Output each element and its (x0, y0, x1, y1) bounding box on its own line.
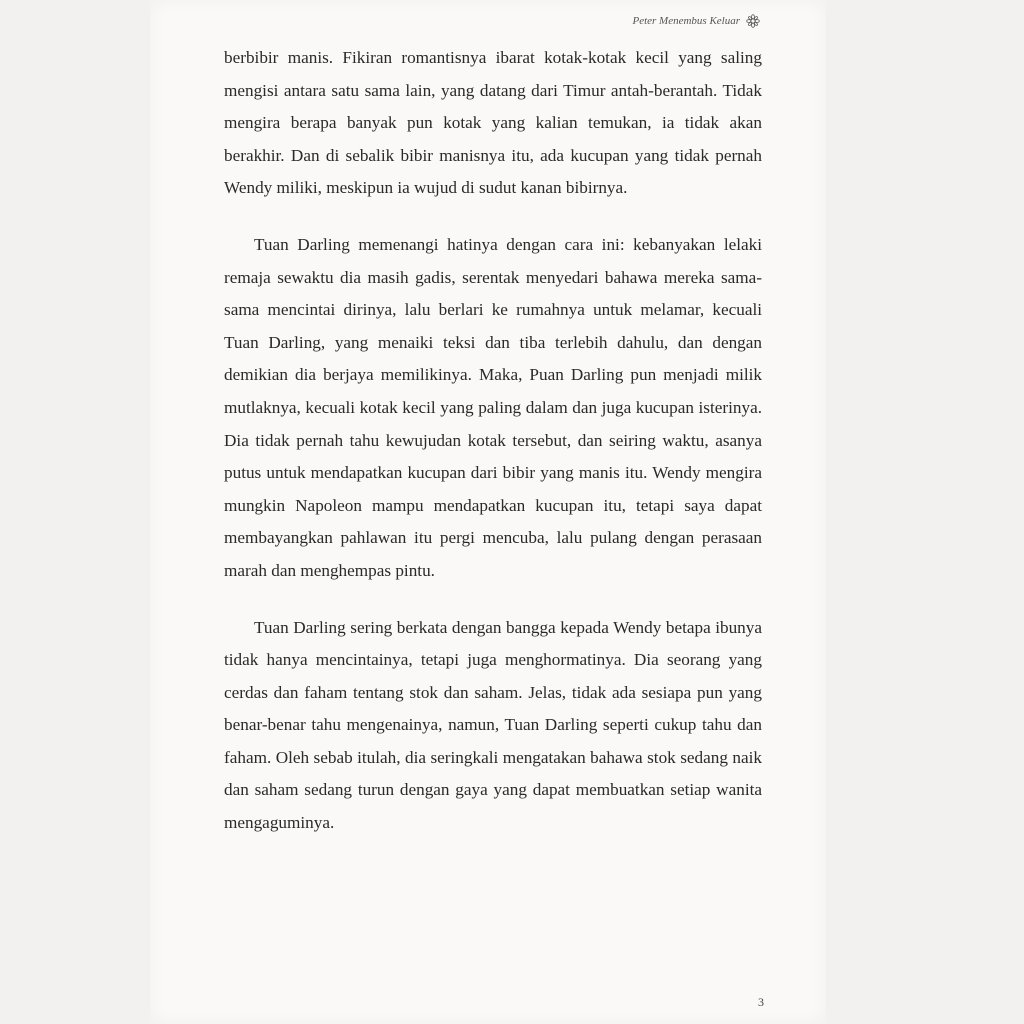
paragraph-2: Tuan Darling memenangi hatinya dengan cara ini: kebanyakan lelaki remaja sewaktu dia masih gadis, serentak menyedari bahawa mereka sama-sama mencintai dirinya, lalu berlari ke rumahnya untuk melamar, kecuali Tuan Darling, yang menaiki teksi dan tiba terlebih dahulu, dan dengan demikian dia berjaya memilikinya. Maka, Puan Darling pun menjadi milik mutlaknya, kecuali kotak kecil yang paling dalam dan juga kucupan isterinya. Dia tidak pernah tahu kewujudan kotak tersebut, dan seiring waktu, asanya putus untuk mendapatkan kucupan dari bibir yang manis itu. Wendy mengira mungkin Napoleon mampu mendapatkan kucupan itu, tetapi saya dapat membayangkan pahlawan itu pergi mencuba, lalu pulang dengan perasaan marah dan menghempas pintu. (224, 234, 762, 580)
body-text (224, 42, 762, 864)
flower-ornament-icon (746, 14, 760, 28)
book-page (150, 0, 826, 1024)
running-header (632, 14, 760, 28)
paragraph-3: Tuan Darling sering berkata dengan bangga kepada Wendy betapa ibunya tidak hanya mencintainya, tetapi juga menghormatinya. Dia seorang yang cerdas dan faham tentang stok dan saham. Jelas, tidak ada sesiapa pun yang benar-benar tahu mengenainya, namun, Tuan Darling seperti cukup tahu dan faham. Oleh sebab itulah, dia seringkali mengatakan bahawa stok sedang naik dan saham sedang turun dengan gaya yang dapat membuatkan setiap wanita mengaguminya. (224, 617, 762, 833)
paragraph-1: berbibir manis. Fikiran romantisnya ibarat kotak-kotak kecil yang saling mengisi antara satu sama lain, yang datang dari Timur antah-berantah. Tidak mengira berapa banyak pun kotak yang kalian temukan, ia tidak akan berakhir. Dan di sebalik bibir manisnya itu, ada kucupan yang tidak pernah Wendy miliki, meskipun ia wujud di sudut kanan bibirnya. (224, 48, 762, 198)
running-title: Peter Menembus Keluar (632, 15, 740, 27)
page-number: 3 (758, 995, 764, 1009)
